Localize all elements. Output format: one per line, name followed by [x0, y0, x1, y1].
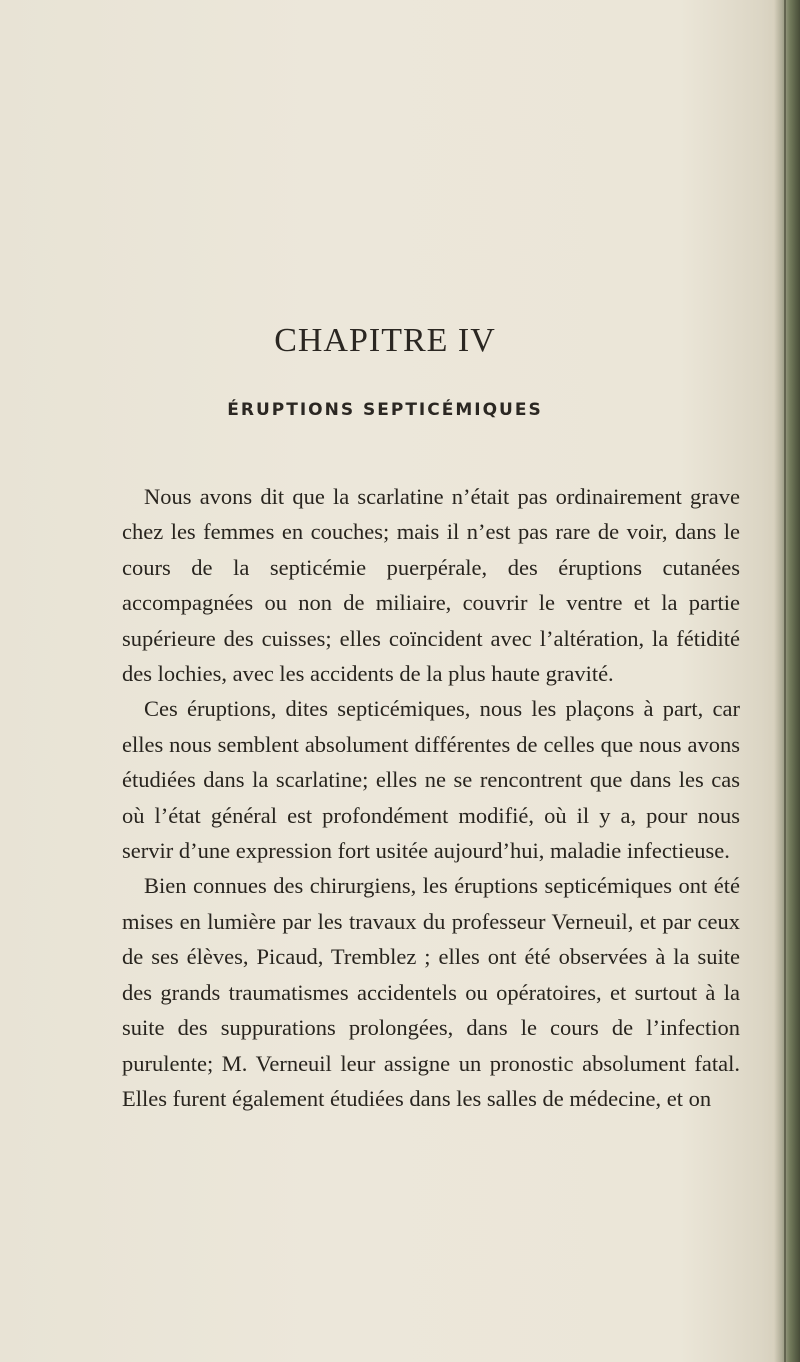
paragraph-2: Ces éruptions, dites septicémiques, nous les plaçons à part, car elles nous semblent absolument différentes de celles que nous avons étudiées dans la scarlatine; elles ne se rencontrent que dans les cas où l’état général est profondément modifié, où il y a, pour nous servir d’une expression fort usitée aujourd’hui, maladie infectieuse. — [122, 696, 740, 864]
section-title: ÉRUPTIONS SEPTICÉMIQUES — [227, 400, 543, 420]
page-edge-shadow — [774, 0, 800, 1362]
paragraph-3: Bien connues des chirurgiens, les éruptions septicémiques ont été mises en lumière par les travaux du professeur Verneuil, et par ceux de ses élèves, Picaud, Tremblez ; elles ont été observées à la suite des grands traumatismes accidentels ou opératoires, et surtout à la suite des suppurations prolongées, dans le cours de l’infection purulente; M. Verneuil leur assigne un pronostic absolument fatal. Elles furent également étudiées dans les salles de médecine, et on — [122, 873, 740, 1111]
chapter-title: CHAPITRE IV — [274, 322, 496, 359]
page-edge-line — [784, 0, 786, 1362]
body-text — [122, 479, 740, 1116]
paragraph-1: Nous avons dit que la scarlatine n’était pas ordinairement grave chez les femmes en couches; mais il n’est pas rare de voir, dans le cours de la septicémie puerpérale, des éruptions cutanées accompagnées ou non de miliaire, couvrir le ventre et la partie supérieure des cuisses; elles coïncident avec l’altération, la fétidité des lochies, avec les accidents de la plus haute gravité. — [122, 484, 740, 687]
